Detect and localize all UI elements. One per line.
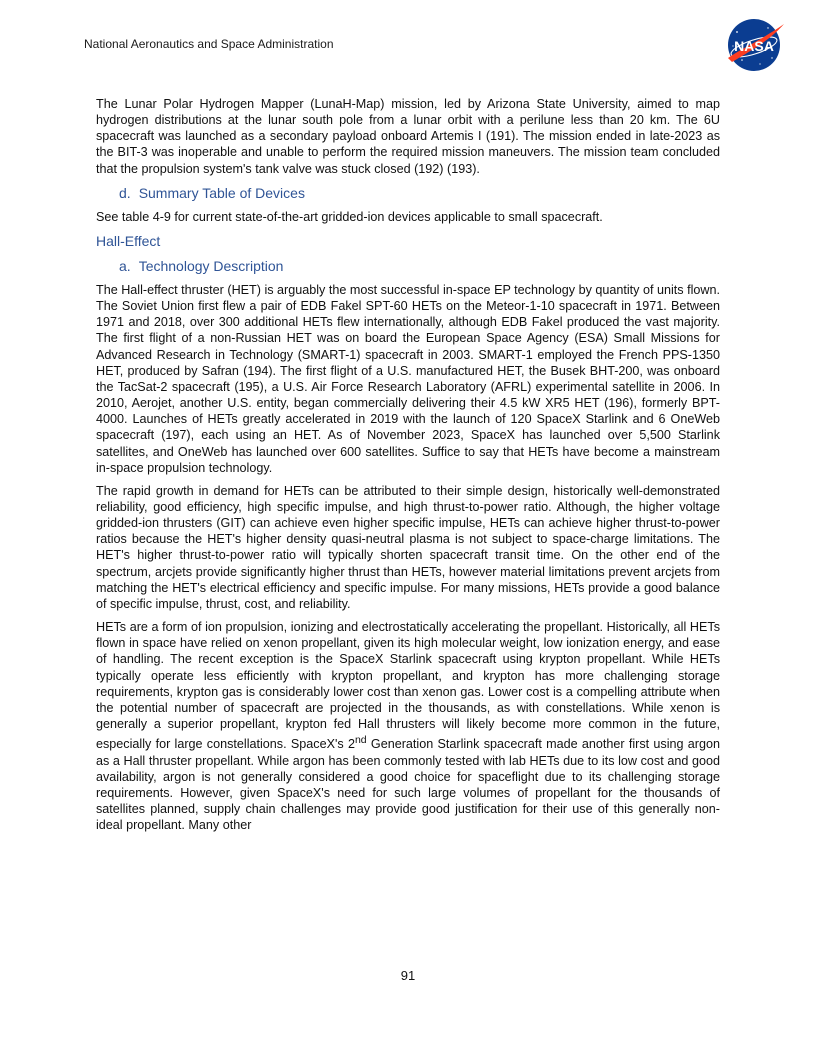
heading-summary-table xyxy=(119,184,720,202)
heading-label: Technology Description xyxy=(138,257,284,274)
main-content xyxy=(96,96,720,840)
agency-header: National Aeronautics and Space Administration xyxy=(84,37,334,51)
text-run: HETs are a form of ion propulsion, ionizing and electrostatically accelerating the propellant. Historically, all HETs flown in space have relied on xenon propellant, given its high molecular weight, low ionization energy, and ease of handling. The recent exception is the SpaceX Starlink spacecraft using krypton propellant. While HETs typically operate less efficiently with krypton propellant, and krypton has more challenging storage requirements, krypton gas is considerably lower cost than xenon gas. Lower cost is a compelling attribute when the potential number of spacecraft are projected in the thousands, as with constellations. While xenon is generally a superior propellant, krypton fed Hall thrusters will likely become more common in the future, especially for large constellations. SpaceX's 2 xyxy=(96,620,720,752)
superscript-ordinal: nd xyxy=(354,734,367,747)
text-run: Generation Starlink spacecraft made another first using argon as a Hall thruster propellant. While argon has been commonly tested with lab HETs due to its low cost and good availability, argon is not generally considered a good choice for spaceflight due to its challenging storage requirements. However, given SpaceX's need for such large volumes of propellant for the thousands of satellites planned, supply chain challenges may provide good justification for their use of this generally non-ideal propellant. Many other xyxy=(96,737,720,833)
heading-label: Summary Table of Devices xyxy=(138,184,305,201)
nasa-logo-icon xyxy=(722,18,786,72)
paragraph-het-history: The Hall-effect thruster (HET) is arguably the most successful in-space EP technology by quantity of units flown. The Soviet Union first flew a pair of EDB Fakel SPT-60 HETs on the Meteor-1-10 spacecraft in 1971. Between 1971 and 2018, over 300 additional HETs flew internationally, although EDB Fakel produced the vast majority. The first flight of a non-Russian HET was on board the European Space Agency (ESA) Small Missions for Advanced Research in Technology (SMART-1) spacecraft in 2003. SMART-1 employed the French PPS-1350 HET, produced by Safran (194). The first flight of a U.S. manufactured HET, the Busek BHT-200, was onboard the TacSat-2 spacecraft (195), a U.S. Air Force Research Laboratory (AFRL) experimental satellite in 2006. In 2010, Aerojet, another U.S. entity, began commercially delivering their 4.5 kW XR5 HET (196), formerly BPT-4000. Launches of HETs greatly accelerated in 2019 with the launch of 120 SpaceX Starlink and 6 OneWeb spacecraft (197), each using an HET. As of November 2023, SpaceX has launched over 5,500 Starlink satellites, and OneWeb has launched over 600 satellites. Suffice to say that HETs have become a mainstream in-space propulsion technology. xyxy=(96,282,720,475)
paragraph-table-reference: See table 4-9 for current state-of-the-art gridded-ion devices applicable to small spacecraft. xyxy=(96,209,603,224)
page-number: 91 xyxy=(400,968,416,983)
nasa-logo-text: NASA xyxy=(734,38,774,54)
heading-technology-description xyxy=(119,257,720,275)
paragraph-lunah-map: The Lunar Polar Hydrogen Mapper (LunaH-Map) mission, led by Arizona State University, aimed to map hydrogen distributions at the lunar south pole from a lunar orbit with a perilune less than 20 km. The 6U spacecraft was launched as a secondary payload onboard Artemis I (191). The mission ended in late-2023 as the BIT-3 was inoperable and unable to perform the required mission maneuvers. The mission team concluded that the propulsion system's tank valve was stuck closed (192) (193). xyxy=(96,97,720,176)
heading-number: d. xyxy=(119,184,131,201)
paragraph-het-propellants xyxy=(96,619,720,833)
heading-hall-effect: Hall-Effect xyxy=(96,232,161,249)
paragraph-het-growth: The rapid growth in demand for HETs can be attributed to their simple design, historically well-demonstrated reliability, good efficiency, high specific impulse, and high thrust-to-power ratio. Although, the higher voltage gridded-ion thrusters (GIT) can achieve even higher specific impulse, HETs can achieve higher thrust-to-power ratios because the HET's higher density quasi-neutral plasma is not subject to space-charge limitations. The HET's higher thrust-to-power ratio will typically shorten spacecraft transit time. On the other end of the spectrum, arcjets provide significantly higher thrust than HETs, however material limitations prevent arcjets from matching the HET's electrical efficiency and specific impulse. For many missions, HETs provide a good balance of specific impulse, thrust, cost, and reliability. xyxy=(96,483,720,611)
heading-number: a. xyxy=(119,257,131,274)
